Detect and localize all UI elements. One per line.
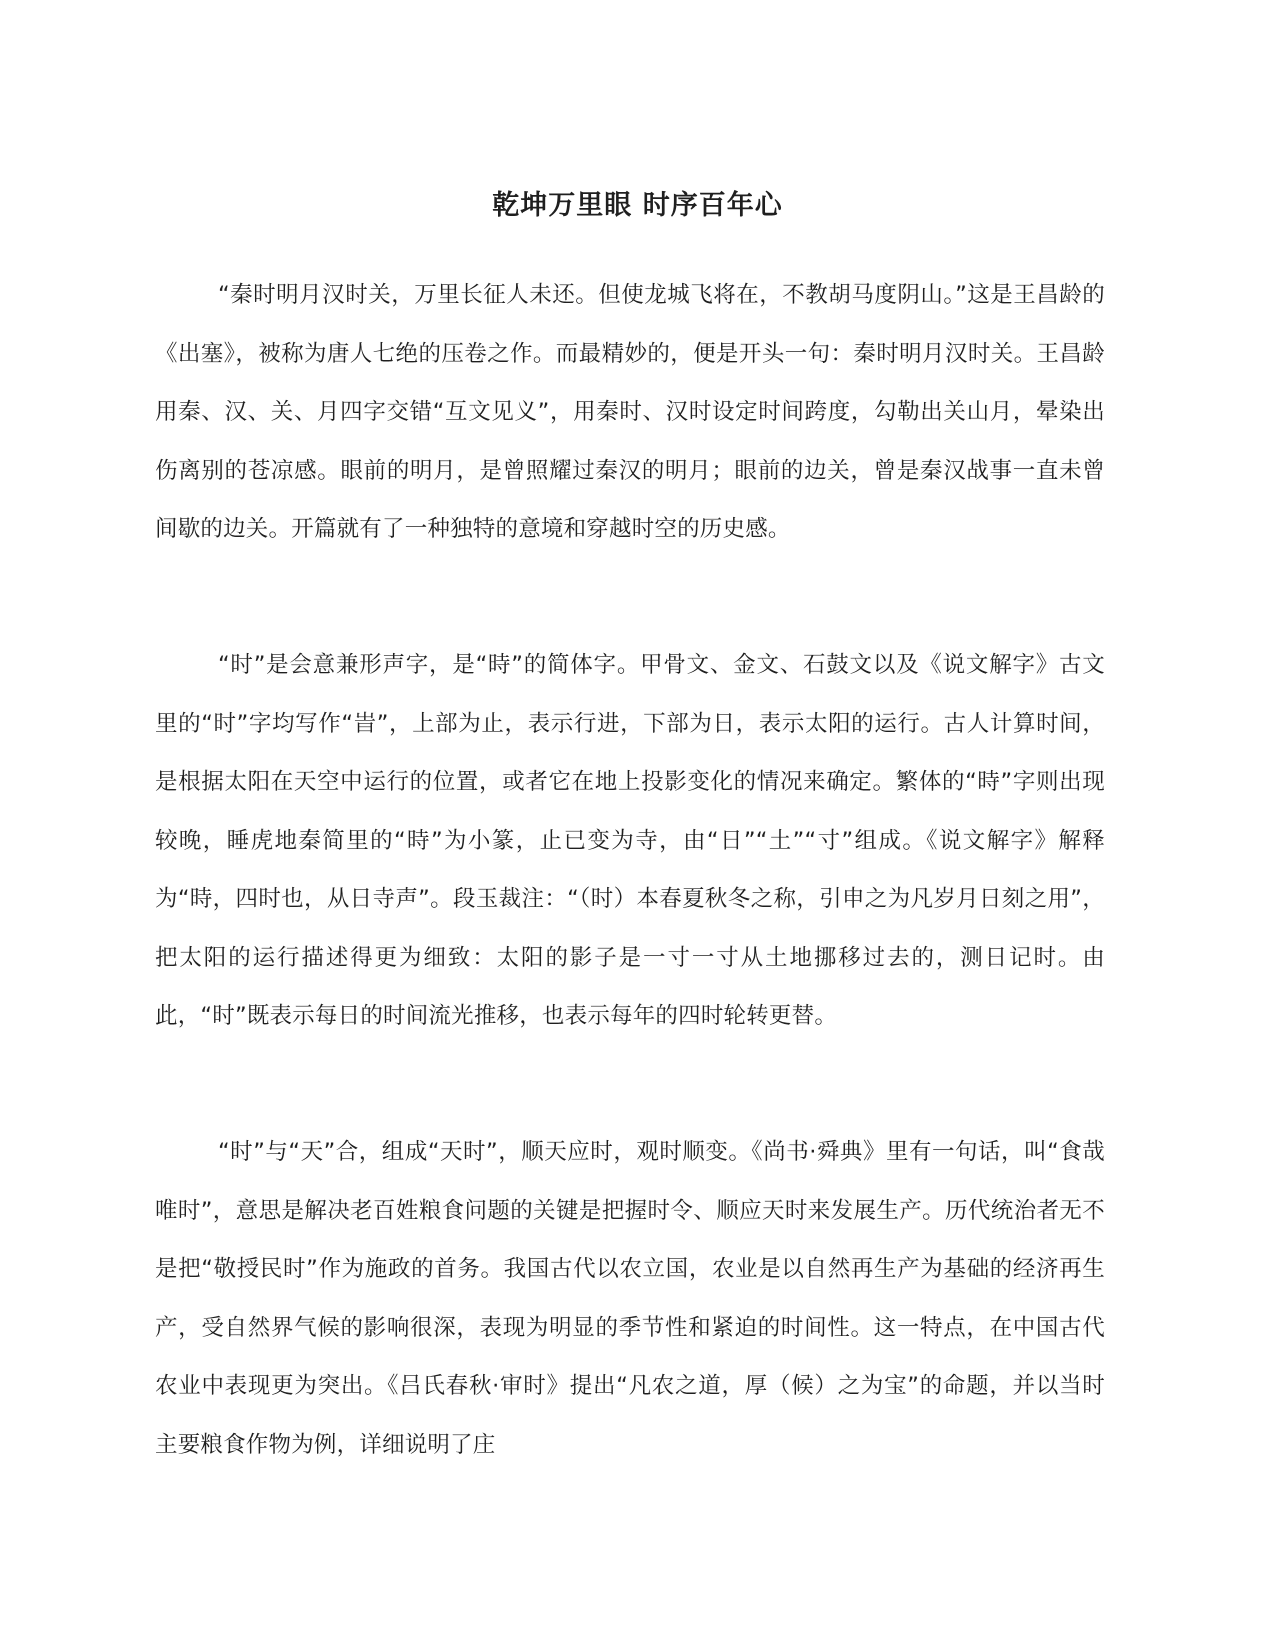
page-title: 乾坤万里眼 时序百年心 [492,190,783,221]
paragraph-3: “时”与“天”合，组成“天时”，顺天应时，观时顺变。《尚书·舜典》里有一句话，叫“食哉唯时”，意思是解决老百姓粮食问题的关键是把握时令、顺应天时来发展生产。历代统治者无不是把“敬授民时”作为施政的首务。我国古代以农立国，农业是以自然再生产为基础的经济再生产，受自然界气候的影响很深，表现为明显的季节性和紧迫的时间性。这一特点，在中国古代农业中表现更为突出。《吕氏春秋·审时》提出“凡农之道，厚（候）之为宝”的命题，并以当时主要粮食作物为例，详细说明了庄 [155,1139,1105,1458]
paragraph-1: “秦时明月汉时关，万里长征人未还。但使龙城飞将在，不教胡马度阴山。”这是王昌龄的《出塞》，被称为唐人七绝的压卷之作。而最精妙的，便是开头一句：秦时明月汉时关。王昌龄用秦、汉、关、月四字交错“互文见义”，用秦时、汉时设定时间跨度，勾勒出关山月，晕染出伤离别的苍凉感。眼前的明月，是曾照耀过秦汉的明月；眼前的边关，曾是秦汉战事一直未曾间歇的边关。开篇就有了一种独特的意境和穿越时空的历史感。 [155,282,1105,542]
paragraph-2: “时”是会意兼形声字，是“時”的简体字。甲骨文、金文、石鼓文以及《说文解字》古文里的“时”字均写作“旹”，上部为止，表示行进，下部为日，表示太阳的运行。古人计算时间，是根据太阳在天空中运行的位置，或者它在地上投影变化的情况来确定。繁体的“時”字则出现较晚，睡虎地秦简里的“時”为小篆，止已变为寺，由“日”“土”“寸”组成。《说文解字》解释为“時，四时也，从日寺声”。段玉裁注：“（时）本春夏秋冬之称，引申之为凡岁月日刻之用”，把太阳的运行描述得更为细致：太阳的影子是一寸一寸从土地挪移过去的，测日记时。由此，“时”既表示每日的时间流光推移，也表示每年的四时轮转更替。 [155,652,1105,1029]
